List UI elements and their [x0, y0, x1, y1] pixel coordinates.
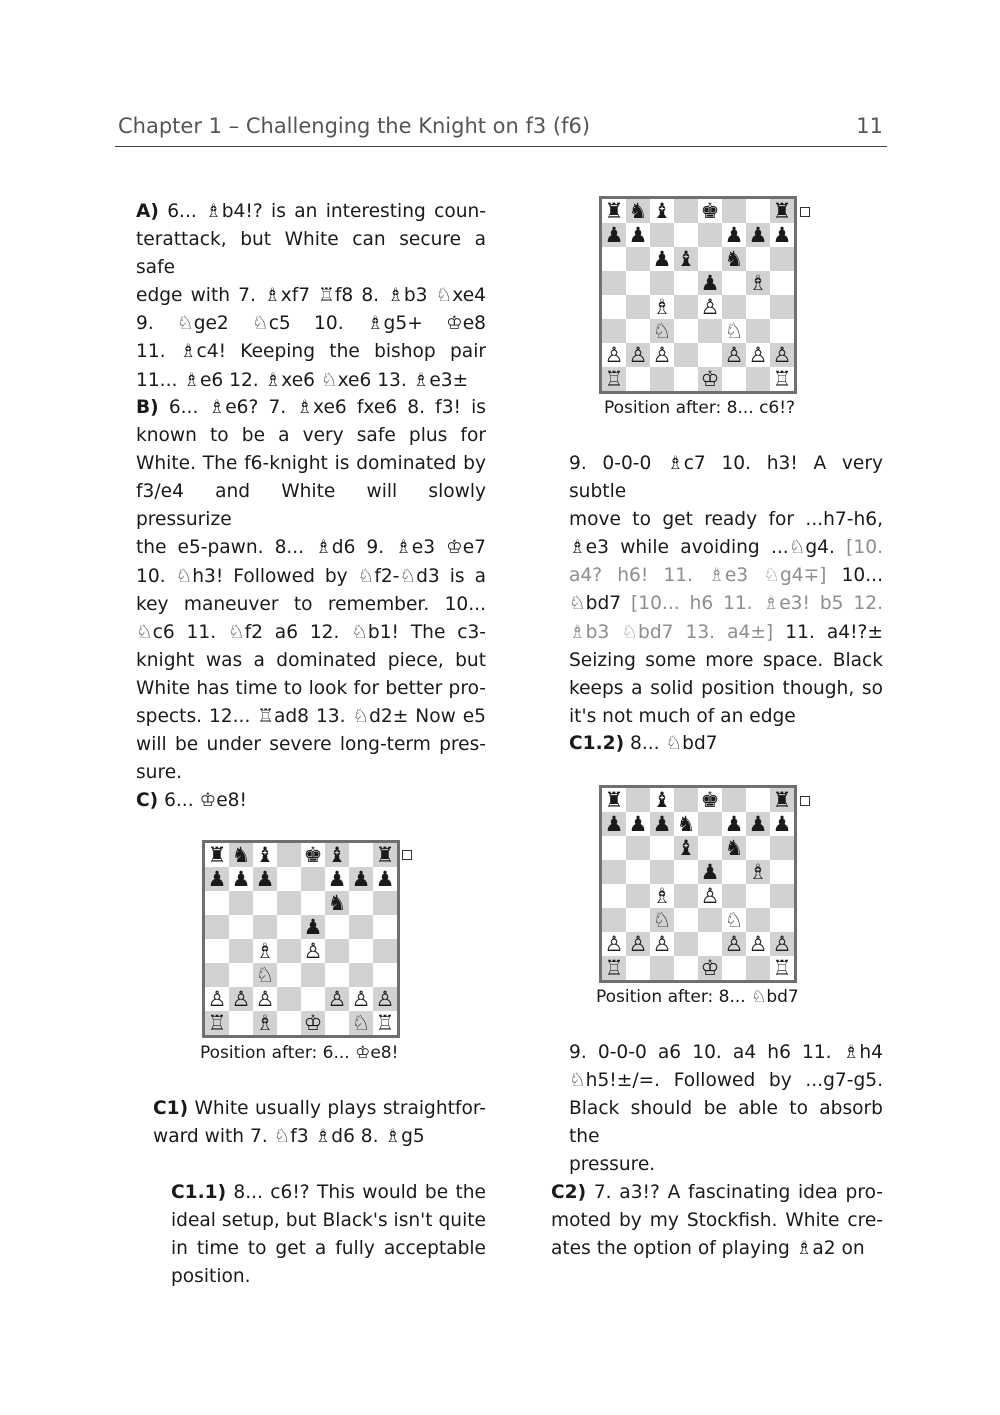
- black-pawn-icon: ♟: [301, 915, 325, 939]
- white-pawn-icon: ♙: [700, 295, 720, 319]
- text-line: 9. 0-0-0 a6 10. a4 h6 11. ♗h4: [569, 1042, 883, 1063]
- white-pawn-icon: ♙: [770, 343, 794, 367]
- text-line: key maneuver to remember. 10...: [136, 593, 486, 615]
- board-square: [349, 963, 373, 987]
- white-pawn-icon: ♙: [652, 932, 672, 956]
- board-square: [277, 891, 301, 915]
- white-pawn-icon: ♙: [722, 932, 746, 956]
- board-square: [722, 860, 746, 884]
- side-to-move-marker: [800, 207, 810, 217]
- board-square: [277, 1011, 301, 1035]
- para-C: C) 6... ♔e8!: [136, 790, 247, 811]
- white-knight-icon: ♘: [724, 319, 744, 343]
- text-line: move to get ready for ...h7-h6,: [569, 509, 883, 531]
- board-square: [650, 956, 674, 980]
- white-pawn-icon: ♙: [700, 884, 720, 908]
- text-line: 9. ♘ge2 ♘c5 10. ♗g5+ ♔e8: [136, 313, 486, 335]
- text-line: moted by my Stockfish. White cre-: [551, 1210, 883, 1232]
- board-square: [229, 939, 253, 963]
- white-king-icon: ♔: [698, 956, 722, 980]
- text-line: Seizing some more space. Black: [569, 649, 883, 671]
- board-square: [698, 343, 722, 367]
- white-knight-icon: ♘: [650, 908, 674, 932]
- black-knight-icon: ♞: [676, 812, 696, 836]
- board-square: [205, 891, 229, 915]
- board-square: [770, 860, 794, 884]
- board-square: [626, 836, 650, 860]
- board-square: [602, 908, 626, 932]
- board-square: [722, 884, 746, 908]
- board-square: [325, 915, 349, 939]
- black-pawn-icon: ♟: [602, 223, 626, 247]
- white-rook-icon: ♖: [602, 956, 626, 980]
- board-square: [746, 836, 770, 860]
- board-square: [205, 939, 229, 963]
- black-bishop-icon: ♝: [652, 788, 672, 812]
- text-line: terattack, but White can secure a safe: [136, 229, 486, 279]
- board-square: [674, 271, 698, 295]
- white-pawn-icon: ♙: [626, 343, 650, 367]
- black-bishop-icon: ♝: [652, 199, 672, 223]
- white-pawn-icon: ♙: [722, 343, 746, 367]
- black-pawn-icon: ♟: [327, 867, 347, 891]
- text-line: ♘h5!±/=. Followed by ...g7-g5.: [569, 1070, 883, 1092]
- white-king-icon: ♔: [301, 1011, 325, 1035]
- text-line: C1) White usually plays straightfor-: [153, 1098, 486, 1119]
- white-bishop-icon: ♗: [255, 939, 275, 963]
- black-rook-icon: ♜: [770, 199, 794, 223]
- black-rook-icon: ♜: [373, 843, 397, 867]
- black-pawn-icon: ♟: [724, 812, 744, 836]
- white-pawn-icon: ♙: [770, 932, 794, 956]
- white-knight-icon: ♘: [253, 963, 277, 987]
- board-square: [674, 295, 698, 319]
- black-bishop-icon: ♝: [325, 843, 349, 867]
- white-bishop-icon: ♗: [253, 1011, 277, 1035]
- text-line: 10. ♘h3! Followed by ♘f2-♘d3 is a: [136, 565, 486, 587]
- board-square: [229, 915, 253, 939]
- board-square: [674, 908, 698, 932]
- para-C1-1: [171, 1179, 486, 1291]
- board-square: [626, 788, 650, 812]
- black-pawn-icon: ♟: [602, 812, 626, 836]
- board-square: [325, 939, 349, 963]
- side-to-move-marker: [800, 796, 810, 806]
- text-line: in time to get a fully acceptable: [171, 1238, 486, 1260]
- board-square: [277, 939, 301, 963]
- board-square: [650, 367, 674, 391]
- text-line: ideal setup, but Black's isn't quite: [171, 1210, 486, 1232]
- text-line: sure.: [136, 762, 183, 784]
- board-square: [602, 271, 626, 295]
- black-pawn-icon: ♟: [205, 867, 229, 891]
- board-square: [626, 247, 650, 271]
- text-line: 11. ♗c4! Keeping the bishop pair: [136, 341, 486, 363]
- black-pawn-icon: ♟: [650, 812, 674, 836]
- board-square: [698, 908, 722, 932]
- board-square: [698, 223, 722, 247]
- board-square: [722, 367, 746, 391]
- board-square: [277, 915, 301, 939]
- board-square: [746, 247, 770, 271]
- board-square: [229, 891, 253, 915]
- board-square: [301, 987, 325, 1011]
- para-B: [136, 394, 486, 787]
- board-square: [722, 271, 746, 295]
- para-C1-2: C1.2) 8... ♘bd7: [569, 733, 718, 754]
- text-line: edge with 7. ♗xf7 ♖f8 8. ♗b3 ♘xe4: [136, 285, 486, 307]
- board-square: [698, 836, 722, 860]
- text-line: B) 6... ♗e6? 7. ♗xe6 fxe6 8. f3! is: [136, 397, 486, 418]
- text-line: position.: [171, 1266, 251, 1288]
- chess-board-after-8-c6: [599, 196, 797, 394]
- white-knight-icon: ♘: [650, 319, 674, 343]
- board-square: [674, 223, 698, 247]
- white-pawn-icon: ♙: [229, 987, 253, 1011]
- board-square: [674, 956, 698, 980]
- white-king-icon: ♔: [698, 367, 722, 391]
- white-rook-icon: ♖: [375, 1011, 395, 1035]
- board-square: [229, 1011, 253, 1035]
- board-square: [746, 295, 770, 319]
- board-square: [277, 987, 301, 1011]
- board-square: [602, 860, 626, 884]
- black-knight-icon: ♞: [325, 891, 349, 915]
- text-line: C1.1) 8... c6!? This would be the: [171, 1182, 486, 1203]
- text-line: Black should be able to absorb the: [569, 1098, 883, 1148]
- board-square: [746, 319, 770, 343]
- board-square: [650, 860, 674, 884]
- board-square: [770, 884, 794, 908]
- black-pawn-icon: ♟: [231, 867, 251, 891]
- black-pawn-icon: ♟: [628, 223, 648, 247]
- black-king-icon: ♚: [303, 843, 323, 867]
- board-square: [301, 891, 325, 915]
- black-pawn-icon: ♟: [253, 867, 277, 891]
- white-pawn-icon: ♙: [373, 987, 397, 1011]
- board-square: [674, 199, 698, 223]
- white-pawn-icon: ♙: [325, 987, 349, 1011]
- board-square: [602, 836, 626, 860]
- board-square: [722, 956, 746, 980]
- white-knight-icon: ♘: [349, 1011, 373, 1035]
- text-line: keeps a solid position though, so: [569, 677, 883, 699]
- text-line: ♘bd7 [10... h6 11. ♗e3! b5 12.: [569, 593, 883, 615]
- board-square: [301, 867, 325, 891]
- board-square: [349, 843, 373, 867]
- white-pawn-icon: ♙: [604, 932, 624, 956]
- black-knight-icon: ♞: [722, 836, 746, 860]
- text-line: 11... ♗e6 12. ♗xe6 ♘xe6 13. ♗e3±: [136, 369, 469, 391]
- black-knight-icon: ♞: [229, 843, 253, 867]
- board-caption: Position after: 8... c6!?: [604, 398, 796, 418]
- white-knight-icon: ♘: [724, 908, 744, 932]
- board-square: [602, 884, 626, 908]
- board-square: [770, 295, 794, 319]
- black-pawn-icon: ♟: [746, 223, 770, 247]
- black-bishop-icon: ♝: [674, 836, 698, 860]
- board-square: [349, 891, 373, 915]
- black-pawn-icon: ♟: [746, 812, 770, 836]
- board-square: [349, 939, 373, 963]
- white-pawn-icon: ♙: [748, 932, 768, 956]
- board-square: [674, 343, 698, 367]
- chess-board-after-8-nbd7: [599, 785, 797, 983]
- white-pawn-icon: ♙: [652, 343, 672, 367]
- white-pawn-icon: ♙: [626, 932, 650, 956]
- text-line: A) 6... ♗b4!? is an interesting coun-: [136, 201, 486, 222]
- para-A: [136, 198, 486, 395]
- text-line: ♗b3 ♘bd7 13. a4±] 11. a4!?±: [569, 621, 883, 643]
- text-line: spects. 12... ♖ad8 13. ♘d2± Now e5: [136, 706, 486, 728]
- board-square: [746, 788, 770, 812]
- chapter-title: Chapter 1 – Challenging the Knight on f3 (f6): [118, 114, 591, 138]
- board-square: [373, 915, 397, 939]
- black-bishop-icon: ♝: [674, 247, 698, 271]
- black-rook-icon: ♜: [770, 788, 794, 812]
- board-square: [626, 860, 650, 884]
- board-square: [770, 271, 794, 295]
- board-square: [650, 271, 674, 295]
- text-line: ward with 7. ♘f3 ♗d6 8. ♗g5: [153, 1126, 425, 1148]
- board-square: [746, 199, 770, 223]
- black-pawn-icon: ♟: [698, 271, 722, 295]
- para-C2: [551, 1179, 883, 1263]
- text-line: known to be a very safe plus for: [136, 425, 486, 447]
- text-line: the e5-pawn. 8... ♗d6 9. ♗e3 ♔e7: [136, 537, 486, 559]
- white-pawn-icon: ♙: [207, 987, 227, 1011]
- board-square: [349, 915, 373, 939]
- text-line: ♗e3 while avoiding ...♘g4. [10.: [569, 537, 883, 559]
- board-square: [770, 836, 794, 860]
- board-square: [770, 319, 794, 343]
- board-square: [373, 939, 397, 963]
- white-bishop-icon: ♗: [652, 884, 672, 908]
- page-header: [115, 112, 887, 147]
- board-square: [373, 963, 397, 987]
- black-pawn-icon: ♟: [772, 812, 792, 836]
- board-square: [746, 908, 770, 932]
- text-line: 9. 0-0-0 ♗c7 10. h3! A very subtle: [569, 453, 883, 503]
- board-square: [674, 319, 698, 343]
- board-square: [626, 908, 650, 932]
- text-line: C2) 7. a3!? A fascinating idea pro-: [551, 1182, 883, 1203]
- board-square: [674, 367, 698, 391]
- white-bishop-icon: ♗: [746, 860, 770, 884]
- board-square: [650, 223, 674, 247]
- board-square: [602, 319, 626, 343]
- white-pawn-icon: ♙: [303, 939, 323, 963]
- text-line: it's not much of an edge: [569, 705, 796, 727]
- board-square: [253, 891, 277, 915]
- page-number: 11: [856, 114, 883, 138]
- board-square: [602, 247, 626, 271]
- black-pawn-icon: ♟: [652, 247, 672, 271]
- board-square: [277, 843, 301, 867]
- white-rook-icon: ♖: [772, 956, 792, 980]
- board-square: [674, 788, 698, 812]
- board-square: [746, 956, 770, 980]
- board-square: [698, 812, 722, 836]
- black-pawn-icon: ♟: [724, 223, 744, 247]
- white-bishop-icon: ♗: [652, 295, 672, 319]
- text-line: knight was a dominated piece, but: [136, 649, 486, 671]
- white-rook-icon: ♖: [602, 367, 626, 391]
- black-king-icon: ♚: [700, 788, 720, 812]
- board-square: [674, 884, 698, 908]
- black-pawn-icon: ♟: [349, 867, 373, 891]
- board-square: [722, 788, 746, 812]
- board-square: [698, 319, 722, 343]
- black-rook-icon: ♜: [604, 788, 624, 812]
- board-square: [325, 1011, 349, 1035]
- board-square: [325, 963, 349, 987]
- board-square: [253, 915, 277, 939]
- board-square: [626, 367, 650, 391]
- board-square: [626, 884, 650, 908]
- board-square: [722, 295, 746, 319]
- para-C1-1-continued: [569, 450, 883, 731]
- black-king-icon: ♚: [700, 199, 720, 223]
- board-square: [698, 932, 722, 956]
- side-to-move-marker: [402, 850, 412, 860]
- board-square: [373, 891, 397, 915]
- board-square: [301, 963, 325, 987]
- black-pawn-icon: ♟: [772, 223, 792, 247]
- white-pawn-icon: ♙: [351, 987, 371, 1011]
- text-line: f3/e4 and White will slowly pressurize: [136, 481, 486, 531]
- board-square: [626, 295, 650, 319]
- board-square: [626, 271, 650, 295]
- white-rook-icon: ♖: [772, 367, 792, 391]
- board-square: [205, 915, 229, 939]
- white-rook-icon: ♖: [205, 1011, 229, 1035]
- black-knight-icon: ♞: [626, 199, 650, 223]
- board-square: [674, 932, 698, 956]
- text-line: pressure.: [569, 1154, 656, 1176]
- board-square: [626, 319, 650, 343]
- white-pawn-icon: ♙: [748, 343, 768, 367]
- text-line: White has time to look for better pro-: [136, 677, 486, 699]
- para-C1: [153, 1095, 486, 1151]
- text-line: will be under severe long-term pres-: [136, 734, 486, 756]
- chess-board-after-6-ke8: [202, 840, 400, 1038]
- board-square: [229, 963, 253, 987]
- black-bishop-icon: ♝: [255, 843, 275, 867]
- black-pawn-icon: ♟: [628, 812, 648, 836]
- board-square: [698, 247, 722, 271]
- white-pawn-icon: ♙: [255, 987, 275, 1011]
- board-square: [626, 956, 650, 980]
- text-line: ates the option of playing ♗a2 on: [551, 1238, 865, 1260]
- board-square: [674, 860, 698, 884]
- black-rook-icon: ♜: [207, 843, 227, 867]
- white-bishop-icon: ♗: [746, 271, 770, 295]
- black-pawn-icon: ♟: [698, 860, 722, 884]
- board-square: [205, 963, 229, 987]
- board-square: [602, 295, 626, 319]
- para-C1-2-continued: [569, 1039, 883, 1179]
- board-square: [277, 963, 301, 987]
- board-square: [746, 367, 770, 391]
- board-square: [746, 884, 770, 908]
- board-caption: Position after: 6... ♔e8!: [200, 1043, 399, 1063]
- board-square: [770, 908, 794, 932]
- text-line: a4? h6! 11. ♗e3 ♘g4∓] 10...: [569, 565, 883, 587]
- board-square: [277, 867, 301, 891]
- board-square: [722, 199, 746, 223]
- black-rook-icon: ♜: [604, 199, 624, 223]
- board-caption: Position after: 8... ♘bd7: [596, 987, 799, 1007]
- board-square: [650, 836, 674, 860]
- black-knight-icon: ♞: [722, 247, 746, 271]
- white-pawn-icon: ♙: [604, 343, 624, 367]
- black-pawn-icon: ♟: [375, 867, 395, 891]
- text-line: White. The f6-knight is dominated by: [136, 453, 486, 475]
- text-line: ♘c6 11. ♘f2 a6 12. ♘b1! The c3-: [136, 621, 486, 643]
- board-square: [770, 247, 794, 271]
